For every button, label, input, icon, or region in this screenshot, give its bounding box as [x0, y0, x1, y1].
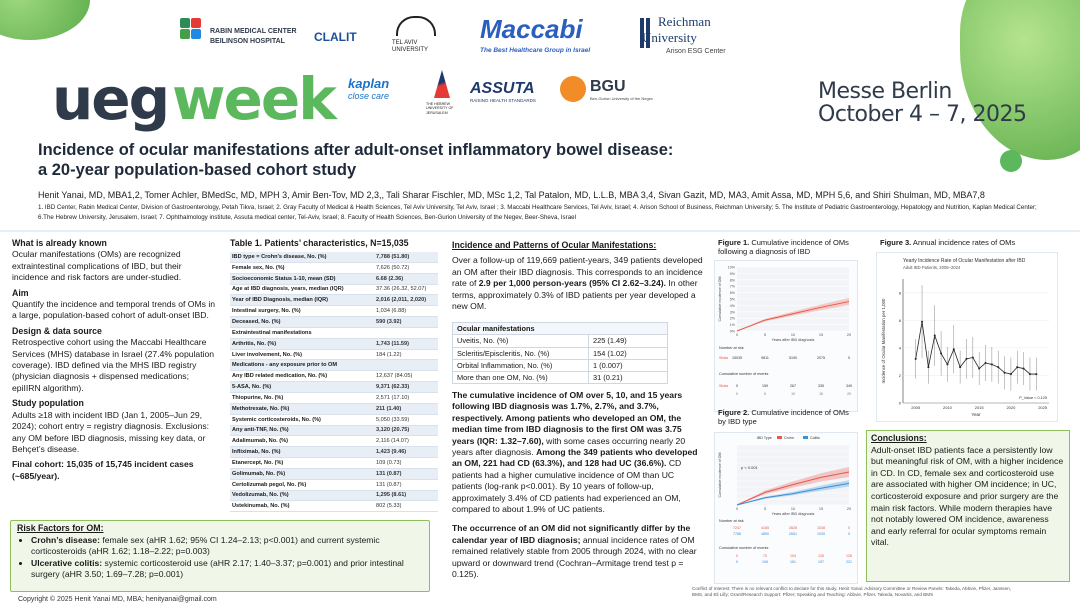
figure2-risk-crohn: 2628 — [789, 526, 797, 530]
figure2-chart — [715, 433, 857, 583]
venue-place: Messe Berlin — [818, 79, 952, 104]
figure2-cum-title: Cumulative number of events — [719, 546, 769, 550]
figure1-ytick: 9% — [729, 271, 735, 276]
figure3-point — [1004, 372, 1006, 374]
table1-cell-label: Medications - any exposure prior to OM — [230, 360, 374, 371]
table1-caption: Table 1. Patients’ characteristics, N=15,035 — [230, 238, 409, 248]
rabin-logo: RABIN MEDICAL CENTER BEILINSON HOSPITAL — [178, 16, 308, 52]
table1-row — [230, 392, 438, 403]
figure2-xtick: 20 — [846, 507, 852, 511]
figure3-xtick: 2010 — [942, 405, 952, 410]
figure1-ytick: 5% — [729, 297, 735, 302]
figure3-panel — [876, 252, 1058, 422]
table1-row — [230, 371, 438, 382]
figure3-ytick: 2 — [898, 372, 901, 378]
table1-cell-value: 9,371 (62.33) — [374, 382, 438, 393]
figure1-caption: Figure 1. Cumulative incidence of OMs following a diagnosis of IBD — [718, 238, 849, 256]
figure1-cum-value: 267 — [790, 384, 796, 388]
figure2-cum-colitis: 221 — [846, 560, 852, 564]
table1-cell-value: 1,743 (11.59) — [374, 338, 438, 349]
risk-crohn-label: Crohn’s disease: — [31, 534, 100, 545]
table1-cell-value: 12,637 (84.05) — [374, 371, 438, 382]
table1-row — [230, 360, 438, 371]
figure3-ytick: 6 — [898, 317, 901, 323]
figure3-caption: Figure 3. Annual incidence rates of OMs — [880, 238, 1016, 247]
table1-cell-value — [374, 327, 438, 338]
table1-cell-value: 37.36 (26.32, 52.07) — [374, 284, 438, 295]
figure1-cum-value: 0 — [736, 384, 738, 388]
table1-cell-label: Thiopurine, No. (%) — [230, 392, 374, 403]
figure2-legend-label: Colitis — [810, 436, 820, 440]
figure3-inner-subtitle: Adult IBD Patients, 2005–2024 — [903, 265, 961, 270]
figure3-xlabel: Year — [971, 412, 981, 417]
figure2-risk-colitis: 4890 — [761, 532, 769, 536]
table1-cell-value: 2,016 (2,011, 2,020) — [374, 295, 438, 306]
table1-row — [230, 479, 438, 490]
incidence-heading: Incidence and Patterns of Ocular Manifestations: — [452, 240, 657, 250]
figure3-point — [1010, 373, 1012, 375]
figure2-caption: Figure 2. Cumulative incidence of OMs by IBD type — [718, 408, 849, 426]
figure2-cum-crohn: 126 — [818, 554, 824, 558]
figure2-cum-crohn: 0 — [736, 554, 738, 558]
figure1-strata-label: Strata — [719, 384, 729, 388]
conclusions-box — [866, 430, 1070, 582]
figure2-legend-title: IBD Type — [757, 436, 772, 440]
figure3-point — [940, 352, 942, 354]
figure2-risk-crohn: 4165 — [761, 526, 769, 530]
design-heading: Design & data source — [12, 325, 102, 336]
table1-cell-value: 131 (0.87) — [374, 468, 438, 479]
figure3-point — [959, 366, 961, 368]
figure2-cum-colitis: 0 — [736, 560, 738, 564]
figure3-xtick: 2015 — [974, 405, 984, 410]
table1-row — [230, 349, 438, 360]
figure1-xlabel: Years after IBD diagnosis — [771, 338, 815, 342]
figure1-chart — [715, 261, 857, 411]
table1-cell-label: IBD type = Crohn’s disease, No. (%) — [230, 252, 374, 262]
figure3-point — [985, 362, 987, 364]
figure2-risk-crohn: 7247 — [733, 526, 741, 530]
conclusions-heading: Conclusions: — [871, 433, 927, 443]
table1-row — [230, 284, 438, 295]
table1-cell-label: Deceased, No. (%) — [230, 317, 374, 328]
figure2-cum-colitis: 106 — [762, 560, 768, 564]
poster-title-line2: a 20-year population-based cohort study — [38, 161, 357, 179]
figure2-xlabel: Years after IBD diagnosis — [771, 512, 815, 516]
figure2-pvalue: p < 0.001 — [741, 465, 758, 470]
figure2-ylabel: Cumulative incidence of OM — [718, 452, 722, 498]
risk-heading: Risk Factors for OM: — [17, 523, 104, 533]
poster-title — [38, 140, 798, 180]
figure2-xtick: 5 — [763, 507, 767, 511]
table1-cell-value: 7,626 (50.72) — [374, 262, 438, 273]
figure1 — [718, 238, 858, 256]
tau-logo: TEL AVIV UNIVERSITY — [392, 14, 472, 56]
figure2-xtick: 10 — [790, 507, 796, 511]
figure3-xtick: 2020 — [1006, 405, 1016, 410]
figure1-cum-value: 335 — [818, 384, 824, 388]
figure1-xtick: 20 — [846, 333, 852, 337]
figure1-ytick: 10% — [727, 265, 735, 270]
table1-cell-value: 3,120 (20.75) — [374, 425, 438, 436]
figure3-ytick: 8 — [898, 290, 901, 296]
figure3-ylabel: Incidence of Ocular Manifestation per 1,000 — [881, 298, 886, 384]
figure1-cum-title: Cumulative number of events — [719, 372, 769, 376]
table1-row — [230, 458, 438, 469]
figure2-cum-crohn: 128 — [846, 554, 852, 558]
table1-cell-value: 590 (3.92) — [374, 317, 438, 328]
ocular-cell-label: Orbital Inflammation, No. (%) — [453, 359, 589, 371]
table1-row — [230, 403, 438, 414]
table1-cell-label: 5-ASA, No. (%) — [230, 382, 374, 393]
figure3-point — [953, 348, 955, 350]
figure1-xtick: 10 — [790, 333, 796, 337]
affiliations: 1. IBD Center, Rabin Medical Center, Division of Gastroenterology, Petah Tikva, Israel; 2. Gray Faculty of Medical & Health Sciences, Tel Aviv University, Tel Aviv, Israel ; 3. Maccabi Healthcare Services, Tel Aviv, Israel; 4. Arison School of Business, Reichman University; 5. The Institute of Pediatric Gastroenterology, Hepatology and Nutrition, Kaplan Medical Center; 6.The Hebrew University, Jerusalem, Israel; 7. Ophthalmology institute, Assuta medical center, Tel-Aviv, Israel; 8. Faculty of Health Sciences, Ben-Gurion University of the Negev, Beer-Sheva, Israel — [38, 204, 1037, 221]
table1-cell-value: 109 (0.73) — [374, 458, 438, 469]
table1-cell-label: Etanercept, No. (%) — [230, 458, 374, 469]
middle-column — [452, 240, 704, 316]
population-heading: Study population — [12, 398, 84, 409]
known-heading: What is already known — [12, 238, 107, 248]
conference-logo — [52, 65, 335, 133]
figure3-xtick: 2005 — [911, 405, 921, 410]
figure3-point — [978, 368, 980, 370]
conclusions-text: Adult-onset IBD patients face a persistently low but meaningful risk of OM, with a higher incidence in CD. In CD, female sex and corticosteroid use are associated with higher OM incidence; in UC, corticosteroid exposure and prior surgery are the main risk factors. While modern therapies have not notably lowered OM incidence, awareness and early referral for ocular symptoms remain vital. — [871, 444, 1064, 548]
table1-row — [230, 501, 438, 512]
figure3-point — [1016, 366, 1018, 368]
table1-cell-value: 184 (1.22) — [374, 349, 438, 360]
table1 — [230, 238, 438, 512]
figure2-risk-title: Number at risk — [719, 519, 744, 523]
figure3-pvalue: P_Value = 0.125 — [1019, 396, 1047, 400]
figure3-ytick: 0 — [898, 400, 901, 406]
table1-row — [230, 317, 438, 328]
reichman-logo: Reichman University Arison ESG Center — [642, 14, 726, 55]
table1-cell-label: Extraintestinal manifestations — [230, 327, 374, 338]
table1-cell-label: Vedolizumab, No. (%) — [230, 490, 374, 501]
figure1-risk-value: 0 — [848, 356, 850, 360]
figure1-table-xtick: 0 — [736, 392, 738, 396]
table1-cell-value: 6.68 (2.36) — [374, 273, 438, 284]
table1-row — [230, 306, 438, 317]
kaplan-logo: kaplan close care — [348, 76, 390, 101]
incidence-text: Over a follow-up of 119,669 patient-years, 349 patients developed an OM after their IBD diagnosis. This corresponds to an incidence rate of 2.9 per 1,000 person-years (95% CI 2.62–3.24). In other terms, approximately 0.3% of IBD patients per year developed a new OM. — [452, 255, 703, 312]
figure3-ytick: 4 — [898, 345, 901, 351]
figure1-risk-title: Number at risk — [719, 346, 744, 350]
ocular-table — [452, 322, 668, 384]
decor-green-top-left — [0, 0, 90, 40]
figure3 — [880, 238, 1060, 247]
middle-column-lower — [452, 390, 706, 585]
table1-cell-value — [374, 360, 438, 371]
figure1-ytick: 7% — [729, 284, 735, 289]
table1-cell-value: 2,116 (14.07) — [374, 436, 438, 447]
final-cohort: Final cohort: 15,035 of 15,745 incident cases (~685/year). — [12, 459, 194, 481]
figure1-risk-value: 2075 — [817, 356, 825, 360]
figure1-table-xtick: 10 — [791, 392, 795, 396]
conflict-of-interest: Conflict of Interest: There is no relevant conflict to declare for this study. Henit Yanai: Advisory Committee or Review Panels: Takeda, Abbvie, Pfizer, Janssen, BMS, and Eli Lilly; Grant/Research Support: Pfizer; Speaking and Teaching: Abbvie, Pfizer, Takeda, Novartis, and BMS — [692, 586, 1011, 598]
table1-cell-label: Any IBD related medication, No. (%) — [230, 371, 374, 382]
ocular-cell-value: 225 (1.49) — [589, 335, 668, 347]
figure1-table-xtick: 15 — [819, 392, 823, 396]
decor-green-drop — [1000, 150, 1022, 172]
figure2-panel — [714, 432, 858, 584]
table1-cell-label: Intestinal surgery, No. (%) — [230, 306, 374, 317]
figure3-point — [1023, 368, 1025, 370]
figure1-cum-value: 159 — [762, 384, 768, 388]
table1-cell-label: Adalimumab, No. (%) — [230, 436, 374, 447]
figure1-risk-value: 9811 — [761, 356, 769, 360]
aim-heading: Aim — [12, 287, 29, 298]
hebrew-university-logo: THE HEBREW UNIVERSITY OF JERUSALEM — [426, 70, 462, 120]
table1-cell-label: Systemic corticosteroids, No. (%) — [230, 414, 374, 425]
table1-row — [230, 447, 438, 458]
risk-crohn-text: female sex (aHR 1.62; 95% CI 1.24–2.13; p<0.001) and current systemic corticosteroids (aHR 1.62; 1.18–2.22; p=0.003) — [31, 534, 380, 557]
ocular-table-row — [453, 372, 668, 384]
ocular-cell-label: Uveitis, No. (%) — [453, 335, 589, 347]
table1-cell-label: Socioeconomic Status 1-10, mean (SD) — [230, 273, 374, 284]
table1-cell-value: 1,423 (9.46) — [374, 447, 438, 458]
ocular-cell-label: Scleritis/Episcleritis, No. (%) — [453, 347, 589, 359]
risk-uc-text: systemic corticosteroid use (aHR 2.17; 1.40–3.37; p=0.001) and prior intestinal surgery (aHR 3.50; 1.69–7.28; p=0.001) — [31, 557, 404, 580]
header-divider — [0, 230, 1080, 232]
figure3-point — [946, 363, 948, 365]
risk-uc-label: Ulcerative colitis: — [31, 557, 103, 568]
copyright: Copyright © 2025 Henit Yanai MD, MBA; henityanai@gmail.com — [18, 596, 217, 603]
ocular-cell-value: 1 (0.007) — [589, 359, 668, 371]
risk-item-crohn — [31, 535, 423, 558]
table1-cell-value: 1,034 (6.88) — [374, 306, 438, 317]
risk-item-uc — [31, 558, 423, 581]
table1-cell-label: Ustekinumab, No. (%) — [230, 501, 374, 512]
poster-title-line1: Incidence of ocular manifestations after adult-onset inflammatory bowel disease: — [38, 141, 674, 159]
figure2-risk-colitis: 0 — [848, 532, 850, 536]
table1-row — [230, 425, 438, 436]
table1-row — [230, 382, 438, 393]
table1-cell-label: Liver involvement, No. (%) — [230, 349, 374, 360]
figure2-legend-label: Crohn — [784, 436, 794, 440]
table1-cell-label: Infliximab, No. (%) — [230, 447, 374, 458]
table1-row — [230, 490, 438, 501]
ocular-cell-value: 31 (0.21) — [589, 372, 668, 384]
figure3-point — [972, 357, 974, 359]
figure2-cum-crohn: 70 — [763, 554, 767, 558]
figure3-point — [915, 358, 917, 360]
figure3-point — [991, 363, 993, 365]
figure1-cum-value: 349 — [846, 384, 852, 388]
figure1-panel — [714, 260, 858, 412]
ocular-table-row — [453, 347, 668, 359]
table1-cell-value: 802 (5.33) — [374, 501, 438, 512]
figure1-risk-value: 5190 — [789, 356, 797, 360]
figure1-ytick: 4% — [729, 303, 735, 308]
calendar-text: The occurrence of an OM did not significantly differ by the calendar year of IBD diagnosis; annual incidence rates of OM remained relatively stable from 2005 through 2024, with no clear upward or downward trend (Cochran–Armitage trend test p = 0.125). — [452, 523, 697, 580]
figure3-point — [997, 366, 999, 368]
figure1-ytick: 2% — [729, 316, 735, 321]
population-text: Adults ≥18 with incident IBD (Jan 1, 2005–Jun 29, 2024); cohort entry = registry diagnosis. Exclusions: any OM before IBD diagnosis, missing key data, or Behçet’s disease. — [12, 409, 210, 454]
conference-logo-ueg: ueg — [52, 65, 169, 133]
table1-row — [230, 327, 438, 338]
table1-row — [230, 436, 438, 447]
ocular-grid — [452, 322, 668, 384]
table1-row — [230, 252, 438, 262]
figure3-inner-title: Yearly Incidence Rate of Ocular Manifestation after IBD — [903, 258, 1026, 264]
ocular-table-row — [453, 335, 668, 347]
figure3-point — [934, 334, 936, 336]
design-text: Retrospective cohort using the Maccabi Healthcare Services (MHS) database in Israel (27.4% population coverage). IBD defined via the MHS IBD registry (physician diagnosis + dispensed medications; epiIIRN algorithm). — [12, 337, 215, 393]
figure2-cum-colitis: 161 — [790, 560, 796, 564]
figure1-table-xtick: 20 — [847, 392, 851, 396]
cumulative-text: The cumulative incidence of OM over 5, 10, and 15 years following IBD diagnosis was 1.7%, 2.7%, and 3.7%, respectively. Among patients who developed an OM, the median time from IBD diagnosis to the first OM was 3.75 years (IQR: 1.32–7.60), with some cases occurring nearly 20 years after diagnosis. Among the 349 patients who developed an OM, 221 had CD (63.3%), and 128 had UC (36.6%). CD patients had a higher cumulative incidence of OM than UC patients (log-rank p<0.001). By 10 years of follow-up, approximately 3.4% of CD patients had experienced an OM, compared to about 1.9% of UC patients. — [452, 390, 698, 515]
figure1-ytick: 3% — [729, 310, 735, 315]
figure3-xtick: 2025 — [1038, 405, 1048, 410]
figure3-point — [1035, 373, 1037, 375]
figure3-point — [921, 321, 923, 323]
assuta-logo: ASSUTA RAISING HEALTH STANDARDS — [470, 80, 536, 103]
table1-cell-value: 1,295 (8.61) — [374, 490, 438, 501]
ocular-cell-label: More than one OM, No. (%) — [453, 372, 589, 384]
figure2-risk-crohn: 1038 — [817, 526, 825, 530]
figure2-legend-swatch — [803, 436, 808, 439]
table1-row — [230, 262, 438, 273]
table1-cell-value: 131 (0.87) — [374, 479, 438, 490]
table1-cell-label: Golimumab, No. (%) — [230, 468, 374, 479]
maccabi-logo: Maccabi The Best Healthcare Group in Israel — [480, 14, 591, 54]
figure1-table-xtick: 5 — [764, 392, 766, 396]
figure1-xtick: 15 — [818, 333, 824, 337]
figure1-risk-value: 15035 — [732, 356, 742, 360]
left-column — [12, 238, 218, 486]
figure1-ytick: 0% — [729, 329, 735, 334]
figure1-xtick: 0 — [735, 333, 739, 337]
table1-cell-value: 2,571 (17.10) — [374, 392, 438, 403]
conference-logo-week: week — [171, 65, 335, 133]
figure1-strata-label: Strata — [719, 356, 729, 360]
figure3-point — [927, 366, 929, 368]
figure2-cum-colitis: 197 — [818, 560, 824, 564]
venue-dates: October 4 – 7, 2025 — [818, 102, 1027, 128]
figure2 — [718, 408, 858, 426]
risk-factors-box — [10, 520, 430, 592]
figure3-point — [965, 358, 967, 360]
figure2-risk-colitis: 2651 — [789, 532, 797, 536]
table1-cell-label: Any anti-TNF, No. (%) — [230, 425, 374, 436]
bgu-logo: BGU Ben-Gurion University of the Negev — [560, 76, 670, 106]
ocular-cell-value: 154 (1.02) — [589, 347, 668, 359]
figure2-risk-crohn: 0 — [848, 526, 850, 530]
table1-cell-value: 5,050 (33.59) — [374, 414, 438, 425]
table1-row — [230, 414, 438, 425]
table1-cell-value: 211 (1.40) — [374, 403, 438, 414]
figure2-xtick: 15 — [818, 507, 824, 511]
ocular-table-row — [453, 359, 668, 371]
figure2-risk-colitis: 1039 — [817, 532, 825, 536]
figure2-cum-crohn: 104 — [790, 554, 796, 558]
aim-text: Quantify the incidence and temporal trends of OMs in a large, population-based cohort of adult-onset IBD. — [12, 299, 216, 321]
venue — [818, 80, 1027, 126]
table1-cell-label: Age at IBD diagnosis, years, median (IQR) — [230, 284, 374, 295]
table1-cell-label: Methotrexate, No. (%) — [230, 403, 374, 414]
table1-cell-label: Year of IBD Diagnosis, median (IQR) — [230, 295, 374, 306]
clalit-logo: CLALIT — [314, 30, 357, 44]
table1-row — [230, 273, 438, 284]
ocular-table-header — [453, 323, 668, 335]
known-text: Ocular manifestations (OMs) are recognized extraintestinal complications of IBD, but their incidence and risk factors are under-studied. — [12, 249, 182, 283]
figure1-ytick: 1% — [729, 323, 735, 328]
table1-grid — [230, 252, 438, 512]
table1-cell-label: Certolizumab pegol, No. (%) — [230, 479, 374, 490]
table1-row — [230, 295, 438, 306]
table1-cell-label: Arthritis, No. (%) — [230, 338, 374, 349]
figure2-risk-colitis: 7788 — [733, 532, 741, 536]
figure1-xtick: 5 — [763, 333, 767, 337]
risk-list — [17, 535, 423, 581]
authors: Henit Yanai, MD, MBA1,2, Tomer Achler, BMedSc, MD, MPH 3, Amir Ben-Tov, MD 2,3,, Tali Sharar Fischler, MD, MSc 1,2, Tal Patalon, MD, L.L.B, MBA 3,4, Sivan Gazit, MD, MA3, Amit Assa, MD, MPH 5,6, and Shiri Shulman, MD, MBA7,8 — [38, 190, 985, 200]
figure2-legend-swatch — [777, 436, 782, 439]
figure3-point — [1029, 373, 1031, 375]
figure2-xtick: 0 — [735, 507, 739, 511]
ocular-header-cell: Ocular manifestations — [453, 323, 668, 335]
table1-cell-value: 7,788 (51.80) — [374, 252, 438, 262]
figure1-ytick: 6% — [729, 291, 735, 296]
table1-cell-label: Female sex, No. (%) — [230, 262, 374, 273]
table1-row — [230, 468, 438, 479]
figure1-ytick: 8% — [729, 278, 735, 283]
figure1-ylabel: Cumulative incidence of OM — [718, 276, 722, 322]
table1-row — [230, 338, 438, 349]
figure3-chart — [877, 253, 1057, 421]
